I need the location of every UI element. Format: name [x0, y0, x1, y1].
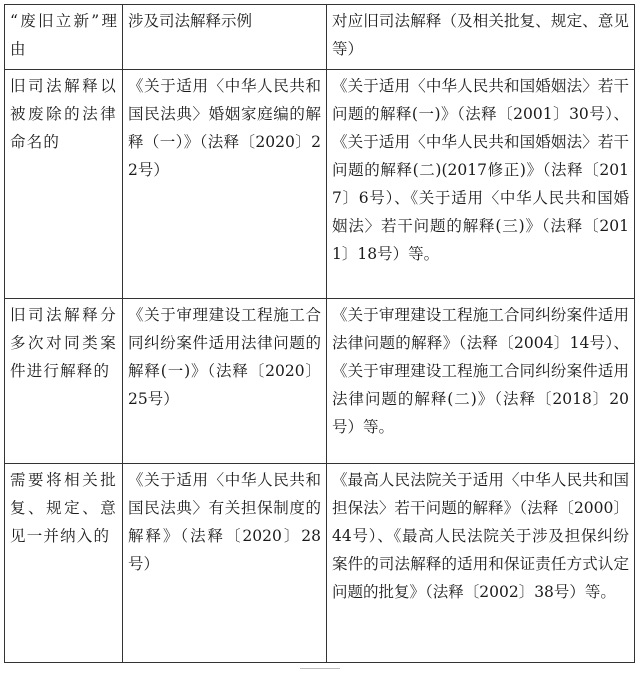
table-row [5, 70, 635, 299]
legal-interpretation-table [4, 4, 635, 663]
table-row [5, 464, 635, 663]
row-old-interpretation: 《最高人民法院关于适用〈中华人民共和国担保法〉若干问题的解释》（法释〔2000〕44号）、《最高人民法院关于涉及担保纠纷案件的司法解释的适用和保证责任方式认定问题的批复》（法释〔2002〕38号）等。 [327, 464, 635, 663]
row-old-interpretation: 《关于审理建设工程施工合同纠纷案件适用法律问题的解释》（法释〔2004〕14号）、《关于审理建设工程施工合同纠纷案件适用法律问题的解释(二)》（法释〔2018〕20号）等。 [327, 299, 635, 464]
row-example: 《关于适用〈中华人民共和国民法典〉婚姻家庭编的解释（一）》（法释〔2020〕22号） [123, 70, 327, 299]
row-example: 《关于适用〈中华人民共和国民法典〉有关担保制度的解释》（法释〔2020〕28号） [123, 464, 327, 663]
row-reason: 需要将相关批复、规定、意见一并纳入的 [5, 464, 123, 663]
header-example: 涉及司法解释示例 [123, 5, 327, 70]
row-reason: 旧司法解释以被废除的法律命名的 [5, 70, 123, 299]
table-header-row [5, 5, 635, 70]
page-bottom-divider [300, 668, 340, 671]
row-old-interpretation: 《关于适用〈中华人民共和国婚姻法〉若干问题的解释(一)》（法释〔2001〕30号）、《关于适用〈中华人民共和国婚姻法〉若干问题的解释(二)(2017修正)》（法释〔2017〕6号）、《关于适用〈中华人民共和国婚姻法〉若干问题的解释(三)》（法释〔2011〕18号）等。 [327, 70, 635, 299]
header-old-interpretation: 对应旧司法解释（及相关批复、规定、意见等） [327, 5, 635, 70]
row-example: 《关于审理建设工程施工合同纠纷案件适用法律问题的解释(一)》（法释〔2020〕25号） [123, 299, 327, 464]
header-reason: “废旧立新”理由 [5, 5, 123, 70]
row-reason: 旧司法解释分多次对同类案件进行解释的 [5, 299, 123, 464]
table-row [5, 299, 635, 464]
